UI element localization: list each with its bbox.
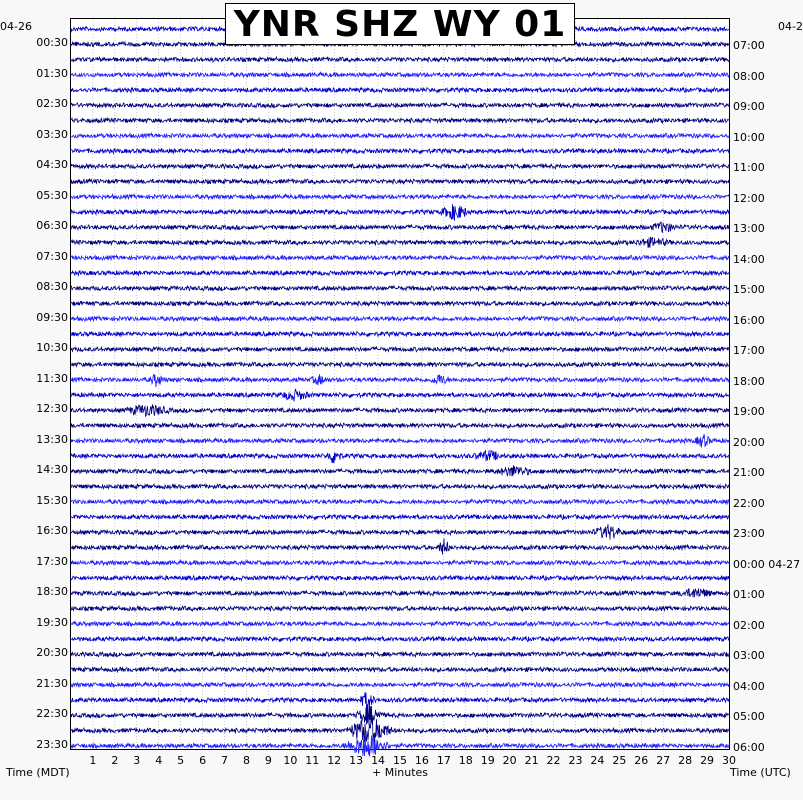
left-time-label: 10:30	[36, 341, 68, 355]
right-time-label: 18:00	[733, 374, 765, 388]
minute-tick-label: 20	[502, 754, 517, 767]
left-time-label: 13:30	[36, 432, 68, 446]
trace-row	[71, 499, 729, 504]
minute-tick-label: 14	[371, 754, 386, 767]
right-time-label: 16:00	[733, 313, 765, 327]
right-time-label: 13:00	[733, 222, 765, 235]
minute-tick-label: 29	[700, 754, 715, 767]
right-time-label: 05:00	[733, 710, 765, 723]
right-time-label: 19:00	[733, 405, 765, 418]
right-time-label: 23:00	[733, 527, 765, 540]
minute-tick-label: 17	[436, 754, 451, 767]
right-axis-title: Time (UTC)	[730, 766, 791, 779]
minute-tick-label: 9	[264, 754, 272, 767]
left-time-label: 23:30	[36, 737, 68, 751]
minute-tick-label: 13	[349, 754, 364, 767]
minute-tick-label: 18	[458, 754, 473, 767]
trace-row	[71, 301, 729, 306]
right-time-label: 02:00	[733, 618, 765, 632]
left-time-label: 01:30	[36, 66, 68, 80]
bottom-axis-title: + Minutes	[371, 766, 429, 779]
minute-tick-label: 1	[89, 754, 97, 767]
trace-row	[71, 538, 729, 554]
trace-row	[71, 316, 729, 321]
station-title: YNR SHZ WY 01	[225, 3, 575, 45]
minute-tick-label: 23	[568, 754, 583, 767]
right-time-label: 06:00	[733, 740, 765, 754]
left-time-label: 09:30	[36, 310, 68, 324]
left-time-label: 19:30	[36, 615, 68, 629]
left-axis-title: Time (MDT)	[6, 766, 70, 779]
trace-row	[71, 389, 729, 402]
minute-tick-label: 24	[590, 754, 605, 767]
right-time-label: 10:00	[733, 130, 765, 144]
minute-tick-label: 5	[177, 754, 185, 767]
minute-tick-label: 6	[199, 754, 207, 767]
left-time-label: 07:30	[36, 249, 68, 263]
right-time-label: 17:00	[733, 344, 765, 357]
right-time-label: 22:00	[733, 496, 765, 510]
minute-tick-label: 4	[155, 754, 163, 767]
trace-row	[71, 164, 729, 169]
trace-row	[71, 149, 729, 154]
trace-row	[71, 484, 729, 489]
left-time-label: 12:30	[36, 402, 68, 416]
trace-row	[71, 682, 729, 687]
right-time-label: 15:00	[733, 283, 765, 296]
trace-row	[71, 204, 729, 221]
right-time-label: 12:00	[733, 191, 765, 205]
minute-tick-label: 16	[414, 754, 429, 767]
right-time-label: 20:00	[733, 435, 765, 449]
left-time-label: 20:30	[36, 646, 68, 660]
trace-row	[71, 347, 729, 352]
left-time-label: 17:30	[36, 554, 68, 568]
left-time-label: 16:30	[36, 524, 68, 538]
helicorder-svg	[71, 19, 729, 749]
left-time-label: 06:30	[36, 219, 68, 233]
minute-tick-label: 7	[221, 754, 229, 767]
left-time-label: 00:30	[36, 36, 68, 50]
right-time-label: 04:00	[733, 679, 765, 693]
left-time-label: 22:30	[36, 707, 68, 721]
minute-tick-label: 26	[634, 754, 649, 767]
trace-row	[71, 133, 729, 138]
minute-tick-label: 2	[111, 754, 119, 767]
left-time-label: 08:30	[36, 280, 68, 294]
left-time-label: 05:30	[36, 188, 68, 202]
left-time-label: 18:30	[36, 585, 68, 599]
minute-tick-label: 8	[242, 754, 250, 767]
right-time-label: 00:00 04-27	[733, 557, 801, 571]
trace-row	[71, 179, 729, 184]
trace-row	[71, 560, 729, 565]
right-time-label: 21:00	[733, 466, 765, 479]
minute-tick-label: 21	[524, 754, 539, 767]
minute-tick-label: 30	[722, 754, 736, 767]
helicorder-plot	[70, 18, 730, 750]
left-time-label: 02:30	[36, 97, 68, 111]
left-time-label: 04:30	[36, 158, 68, 172]
minute-tick-label: 19	[480, 754, 495, 767]
trace-row	[71, 194, 729, 199]
left-time-label: 21:30	[36, 676, 68, 690]
left-time-label: 11:30	[36, 371, 68, 385]
minute-tick-label: 10	[283, 754, 298, 767]
minute-tick-label: 27	[656, 754, 671, 767]
minute-tick-label: 11	[305, 754, 320, 767]
minute-tick-label: 25	[612, 754, 627, 767]
right-time-label: 03:00	[733, 649, 765, 662]
minute-tick-label: 22	[546, 754, 561, 767]
trace-row	[71, 332, 729, 337]
date-right-label: 04-2	[778, 20, 803, 33]
minute-tick-label: 28	[678, 754, 693, 767]
right-time-label: 09:00	[733, 100, 765, 113]
trace-row	[71, 576, 729, 581]
right-time-label: 08:00	[733, 69, 765, 83]
left-time-label: 03:30	[36, 127, 68, 141]
right-time-label: 07:00	[733, 39, 765, 52]
minute-tick-label: 12	[327, 754, 342, 767]
date-left-label: 04-26	[0, 20, 32, 33]
right-time-label: 14:00	[733, 252, 765, 266]
trace-row	[71, 362, 729, 367]
minute-tick-label: 3	[133, 754, 141, 767]
left-time-label: 15:30	[36, 493, 68, 507]
left-time-label: 14:30	[36, 463, 68, 477]
right-time-label: 01:00	[733, 588, 765, 601]
minute-tick-label: 15	[393, 754, 407, 767]
right-time-label: 11:00	[733, 161, 765, 174]
